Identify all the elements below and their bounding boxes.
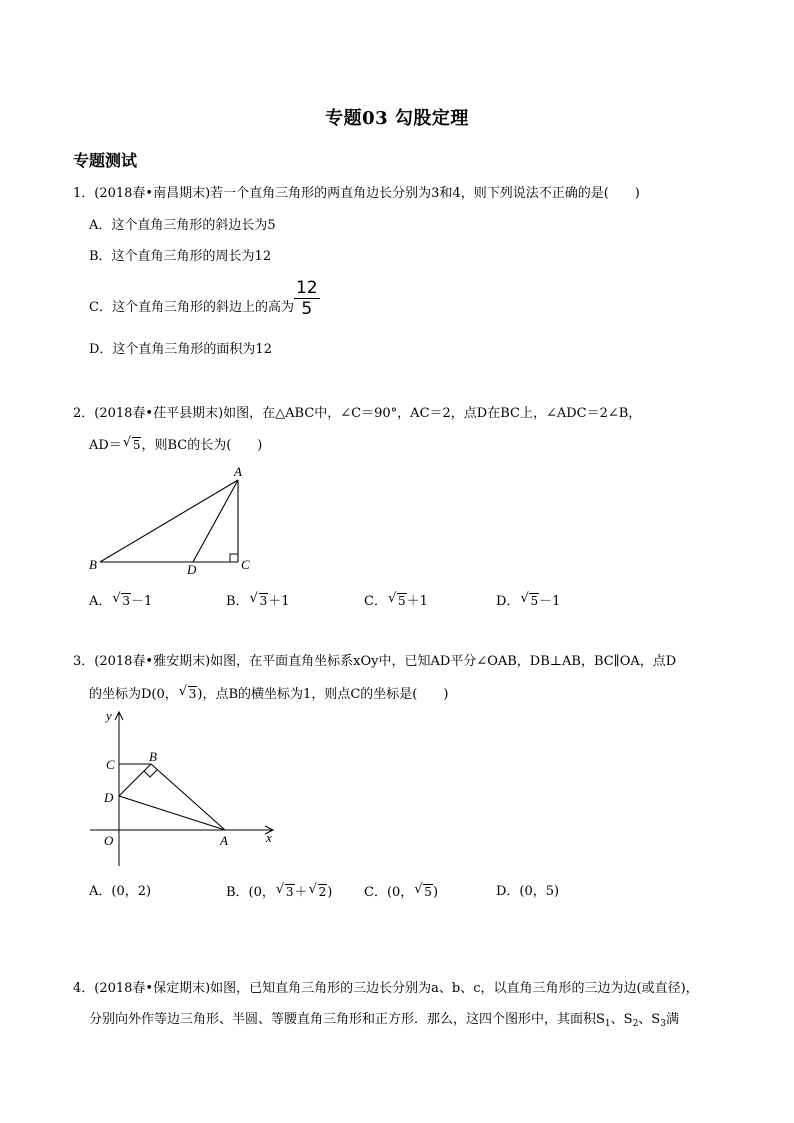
option-suffix: ) [432,885,439,900]
radicand: 5 [424,885,432,899]
label-b: B [149,749,157,764]
q3-stem-line2 [89,686,448,703]
page-title: 专题03 勾股定理 [325,108,469,129]
sqrt-symbol [309,884,328,901]
radicand: 5 [132,438,141,452]
plus-sign: ＋ [294,885,308,900]
q2-stem-text: AD＝ [89,438,122,453]
sqrt-symbol [276,884,295,901]
q1-option-a[interactable]: A．这个直角三角形的斜边长为5 [89,218,276,233]
q2-option-b[interactable] [226,593,289,610]
label-x: x [266,830,272,845]
label-d: D [187,562,197,577]
q2-stem-line2 [89,437,262,454]
q1-option-c-fraction [294,278,320,319]
option-suffix: ＋1 [268,594,290,609]
segment-ab [100,480,238,562]
option-suffix: ) [327,885,333,900]
option-letter: D． [496,594,520,609]
sqrt-symbol [179,686,198,703]
q1-option-d[interactable]: D．这个直角三角形的面积为12 [89,342,272,357]
q4-stem-text: 、S [638,1012,661,1027]
label-b: B [89,557,97,572]
q4-stem-text: 、S [610,1012,633,1027]
radicand: 3 [259,594,268,608]
q2-stem-line1: 2．(2018春•茌平县期末)如图，在△ABC中，∠C＝90°，AC＝2，点D在BC上，∠ADC＝2∠B， [73,406,642,421]
q2-option-a[interactable] [89,593,152,610]
radicand: 3 [188,687,197,701]
q3-option-c[interactable] [364,884,438,901]
radicand: 3 [285,885,294,899]
sqrt-symbol [112,593,131,610]
fraction-numerator: 12 [295,278,318,298]
segment-da [119,796,225,830]
right-angle-marker [144,770,157,777]
subscript: 3 [660,1019,666,1029]
sqrt-symbol [520,593,539,610]
label-c: C [106,757,115,772]
label-a: A [220,833,228,848]
q3-option-b[interactable] [226,884,332,901]
q2-option-c[interactable] [364,593,428,610]
section-heading: 专题测试 [73,151,138,170]
radicand: 3 [122,594,131,608]
option-suffix: －1 [131,594,153,609]
q2-triangle-diagram [80,460,270,580]
q1-stem: 1．(2018春•南昌期末)若一个直角三角形的两直角边长分别为3和4，则下列说法不正确的是( ) [73,186,640,201]
segment-ba [151,764,225,830]
right-angle-marker [230,554,238,562]
fraction-denominator: 5 [301,299,313,319]
radicand: 5 [530,594,539,608]
q4-stem-text: 分别向外作等边三角形、半圆、等腰直角三角形和正方形．那么，这四个图形中，其面积S [89,1012,605,1027]
q2-option-d[interactable] [496,593,560,610]
sqrt-symbol [250,593,269,610]
subscript: 1 [604,1019,611,1029]
segment-ad [193,480,238,562]
label-d: D [104,790,114,805]
sqrt-symbol [123,437,142,454]
option-letter: C．(0， [364,885,414,900]
subscript: 2 [632,1019,639,1029]
label-c: C [241,557,250,572]
option-letter: C． [364,594,387,609]
q4-stem-line1: 4．(2018春•保定期末)如图，已知直角三角形的三边长分别为a、b、c，以直角三角形的三边为边(或直径)， [73,981,699,996]
option-letter: B．(0， [226,885,275,900]
sqrt-symbol [388,593,407,610]
label-y: y [106,708,112,723]
q1-option-c[interactable] [89,278,320,319]
q3-stem-text: 的坐标为D(0， [89,687,178,702]
q3-option-d[interactable]: D．(0，5) [496,884,560,899]
label-o: O [104,833,114,848]
option-letter: B． [226,594,249,609]
q2-stem-text: ，则BC的长为( ) [141,438,263,453]
q4-stem-text: 满 [665,1012,679,1027]
q1-option-c-text: C．这个直角三角形的斜边上的高为 [89,300,294,315]
label-a: A [234,464,242,479]
q4-stem-line2 [89,1012,679,1032]
option-suffix: －1 [539,594,561,609]
q3-stem-text: )，点B的横坐标为1，则点C的坐标是( ) [197,687,449,702]
radicand: 5 [397,594,406,608]
option-suffix: ＋1 [406,594,428,609]
q3-stem-line1: 3．(2018春•雅安期末)如图，在平面直角坐标系xOy中，已知AD平分∠OAB，DB⊥AB，BC∥OA，点D [73,654,677,669]
segment-db [119,764,151,796]
q3-coordinate-diagram [85,706,285,871]
option-letter: A． [89,594,112,609]
q1-option-b[interactable]: B．这个直角三角形的周长为12 [89,249,272,264]
radicand: 2 [318,885,327,899]
q3-option-a[interactable]: A．(0，2) [89,884,152,899]
sqrt-symbol [414,884,433,901]
